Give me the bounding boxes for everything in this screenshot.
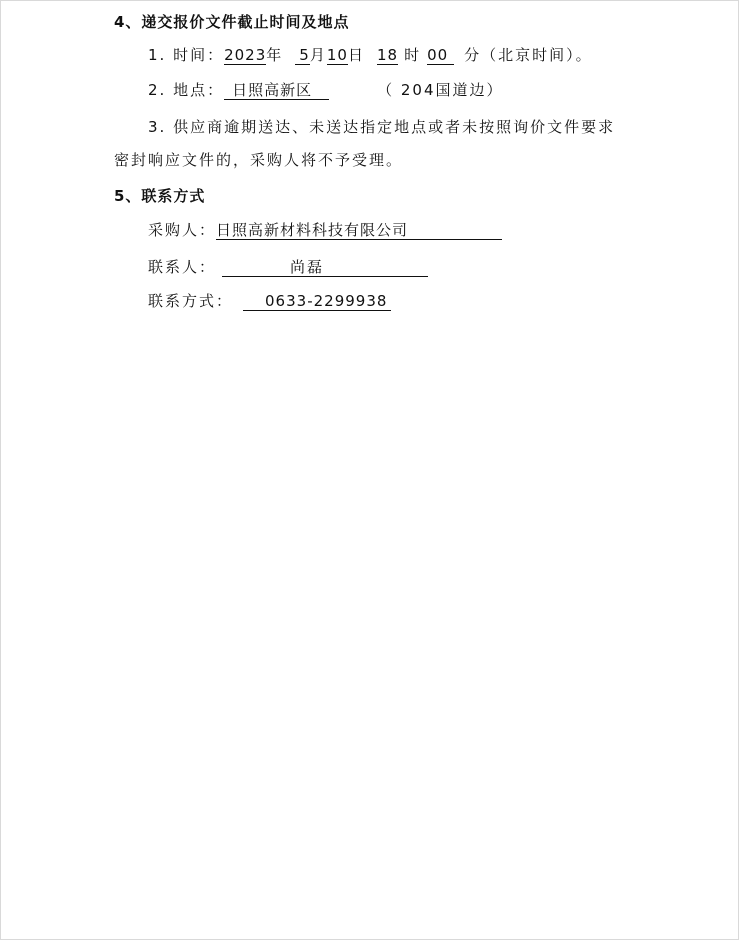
late-submission-notice-line-1: 3. 供应商逾期送达、未送达指定地点或者未按照询价文件要求: [148, 118, 616, 136]
time-prefix: 1. 时间：: [148, 46, 225, 64]
contact-person-line: [148, 257, 428, 277]
location-note: （ 204国道边）: [377, 81, 504, 99]
phone-value: 0633-2299938: [243, 292, 391, 311]
section-4-heading: 4、递交报价文件截止时间及地点: [114, 13, 350, 31]
contact-value: 尚磊: [222, 258, 428, 277]
month-unit: 月: [309, 46, 327, 64]
purchaser-line: [148, 220, 502, 240]
section-5-heading: 5、联系方式: [114, 187, 206, 205]
contact-label: 联系人：: [148, 258, 217, 276]
hour-value: 18: [376, 46, 399, 64]
year-value: 2023: [224, 46, 267, 64]
phone-line: [148, 291, 391, 311]
purchaser-label: 采购人：: [148, 221, 217, 239]
location-value: 日照高新区: [224, 81, 329, 100]
day-value: 10: [326, 46, 348, 64]
month-value: 5: [295, 46, 310, 65]
day-unit: 日: [347, 46, 365, 64]
late-submission-notice-line-2: 密封响应文件的，采购人将不予受理。: [114, 151, 404, 169]
deadline-time-line: [148, 45, 593, 65]
year-unit: 年: [266, 46, 284, 64]
location-prefix: 2. 地点：: [148, 81, 225, 99]
deadline-location-line: [148, 80, 504, 100]
minute-value: 00: [427, 46, 454, 65]
minute-unit: 分（北京时间）。: [464, 46, 593, 64]
phone-label: 联系方式：: [148, 292, 234, 310]
purchaser-value: 日照高新材料科技有限公司: [216, 221, 502, 240]
hour-unit: 时: [404, 46, 422, 64]
